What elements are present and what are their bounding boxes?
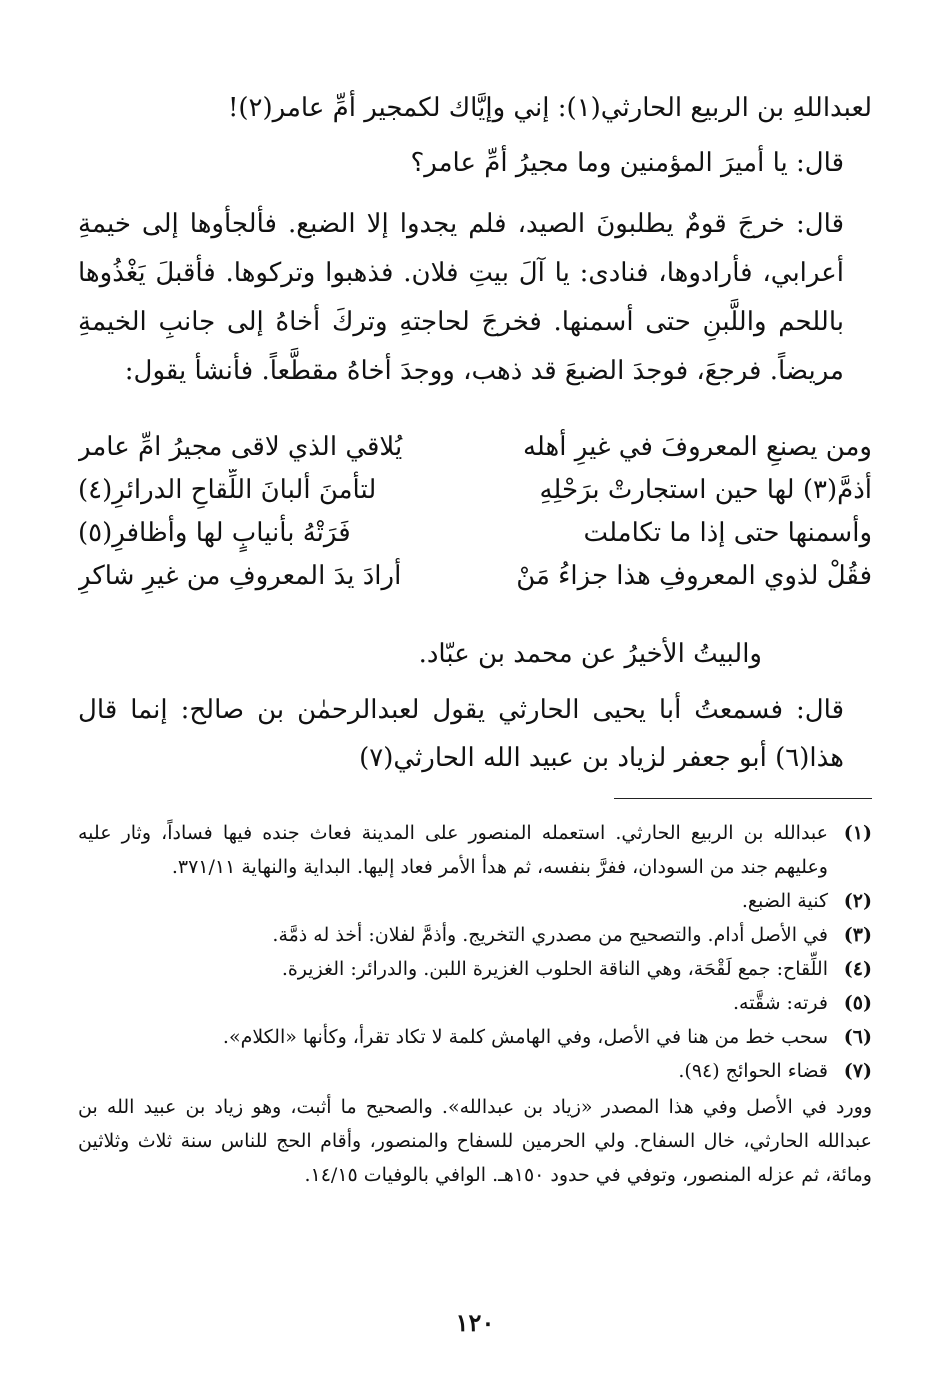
verse-second-half: فَرَتْهُ بأنيابٍ لها وأظافرِ(٥) — [78, 518, 351, 548]
footnote-text: في الأصل أدام. والتصحيح من مصدري التخريج. وأذمَّ لفلان: أخذ له ذمَّة. — [272, 924, 828, 946]
verse-second-half: لتأمنَ ألبانَ اللِّقاحِ الدرائرِ(٤) — [78, 475, 377, 505]
footnote — [78, 1020, 872, 1054]
footnote — [78, 952, 872, 986]
footnote-text: فرته: شقَّته. — [733, 992, 828, 1014]
verse-second-half: يُلاقي الذي لاقى مجيرُ امِّ عامر — [78, 432, 403, 462]
footnote-text: اللِّقاح: جمع لَقْحَة، وهي الناقة الحلوب الغزيرة اللبن. والدرائر: الغزيرة. — [281, 958, 828, 980]
footnote-number: (٤) — [843, 958, 872, 980]
footnote — [78, 884, 872, 918]
closing-paragraph: قال: فسمعتُ أبا يحيى الحارثي يقول لعبدالرحمٰن بن صالح: إنما قال هذا(٦) أبو جعفر لزياد بن عبيد الله الحارثي(٧) — [78, 695, 844, 773]
footnote-number: (١) — [843, 822, 872, 844]
footnote-text: سحب خط من هنا في الأصل، وفي الهامش كلمة لا تكاد تقرأ، وكأنها «الكلام». — [222, 1026, 828, 1048]
footnote-continuation: وورد في الأصل وفي هذا المصدر «زياد بن عبدالله». والصحيح ما أثبت، وهو زياد بن عبيد الله بن عبدالله الحارثي، خال السفاح. ولي الحرمين للسفاح والمنصور، وأقام الحج للناس سنة ثلاث وثلاثين ومائة، ثم عزله المنصور، وتوفي في حدود ١٥٠هـ. الوافي بالوفيات ١٤/١٥. — [78, 1096, 872, 1186]
footnote — [78, 816, 872, 884]
verse-second-half: أرادَ يدَ المعروفِ من غيرِ شاكرِ — [78, 561, 402, 591]
story-paragraph: قال: خرجَ قومٌ يطلبونَ الصيد، فلم يجدوا إلا الضبع. فألجأوها إلى خيمةِ أعرابي، فأرادوها، فنادى: يا آلَ بيتِ فلان. فذهبوا وتركوها. فأقبلَ يَغْذُوها باللحم واللَّبنِ حتى أسمنها. فخرجَ لحاجتهِ وتركَ أخاهُ إلى جانبِ الخيمةِ مريضاً. فرجعَ، فوجدَ الضبعَ قد ذهب، ووجدَ أخاهُ مقطَّعاً. فأنشأ يقول: — [78, 209, 844, 386]
verse-first-half: فقُلْ لذوي المعروفِ هذا جزاءُ مَنْ — [516, 561, 872, 591]
main-text — [78, 84, 872, 396]
footnote-text: قضاء الحوائج (٩٤). — [678, 1060, 828, 1082]
after-poem-text — [78, 630, 872, 782]
footnote-text: كنية الضبع. — [741, 890, 828, 912]
poem-verse — [78, 512, 872, 555]
footnote-text: عبدالله بن الربيع الحارثي. استعمله المنصور على المدينة فعاث جنده فيها فساداً، وثار عليه وعليهم جند من السودان، ففرَّ بنفسه، ثم هدأ الأمر فعاد إليها. البداية والنهاية ٣٧١/١١. — [78, 822, 828, 878]
footnote-number: (٧) — [843, 1060, 872, 1082]
verse-first-half: ومن يصنعِ المعروفَ في غيرِ أهله — [522, 432, 872, 462]
opening-line: لعبداللهِ بن الربيع الحارثي(١): إني وإيَّاك لكمجير أمِّ عامر(٢)! — [227, 93, 872, 123]
footnote-number: (٥) — [843, 992, 872, 1014]
poem — [78, 426, 872, 598]
footnote-number: (٢) — [843, 890, 872, 912]
verse-first-half: أذمَّ(٣) لها حين استجارتْ برَحْلِهِ — [539, 475, 872, 505]
verse-first-half: وأسمنها حتى إذا ما تكاملت — [583, 518, 872, 548]
footnote-separator — [614, 798, 872, 799]
last-verse-attribution: والبيتُ الأخيرُ عن محمد بن عبّاد. — [418, 639, 762, 669]
footnotes — [78, 816, 872, 1192]
footnote — [78, 918, 872, 952]
footnote — [78, 986, 872, 1020]
poem-verse — [78, 426, 872, 469]
poem-verse — [78, 469, 872, 512]
footnote-number: (٦) — [843, 1026, 872, 1048]
page-number: ١٢٠ — [455, 1308, 495, 1337]
footnote-number: (٣) — [843, 924, 872, 946]
footnote — [78, 1054, 872, 1088]
poem-verse — [78, 555, 872, 598]
question-line: قال: يا أميرَ المؤمنين وما مجيرُ أمِّ عامر؟ — [410, 148, 844, 178]
